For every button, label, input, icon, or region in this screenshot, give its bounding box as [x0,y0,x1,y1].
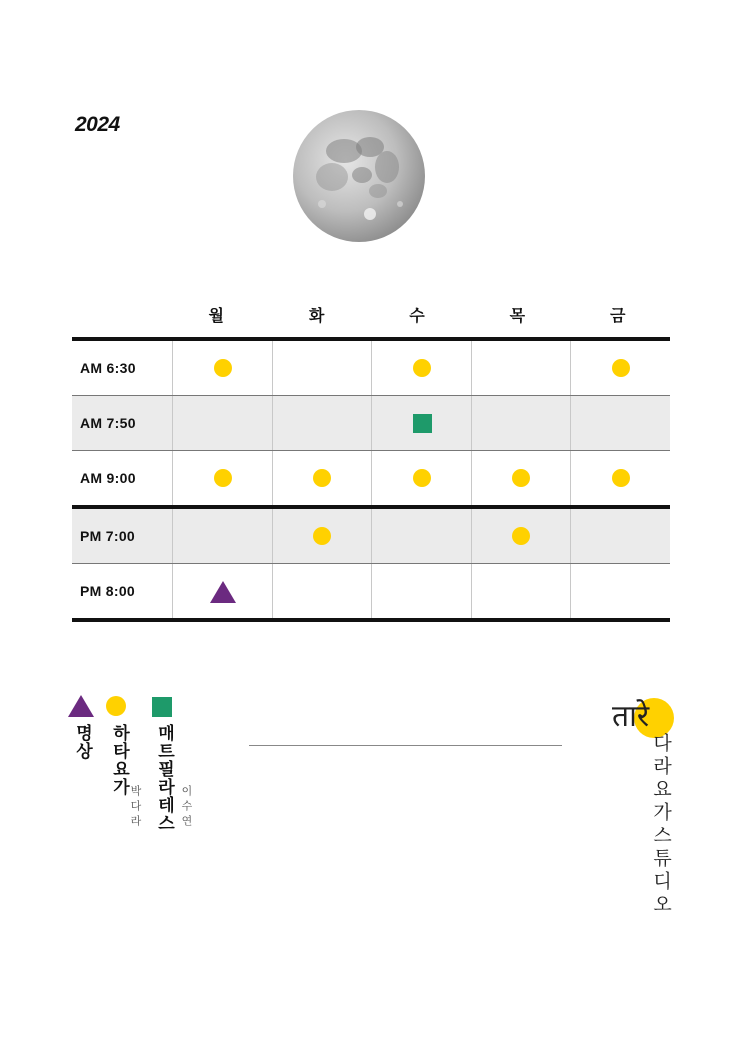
schedule-cell [371,396,471,450]
schedule-cell [570,509,670,563]
schedule-cell [272,396,372,450]
time-label: AM 7:50 [80,415,136,431]
schedule-cell [172,564,272,618]
hatha-class-marker [214,359,232,377]
hatha-class-marker [214,469,232,487]
mat-pilates-legend-icon [152,697,172,717]
schedule-cell [371,509,471,563]
schedule-cell [272,564,372,618]
table-row [72,341,670,396]
studio-name: 다라요가스튜디오 [650,733,672,917]
day-tue: 화 [308,306,325,325]
table-row [72,396,670,451]
meditation-class-marker [210,581,236,603]
moon-image [292,109,426,243]
meditation-legend-icon [68,695,94,717]
schedule-cell [272,509,372,563]
year-label: 2024 [75,113,120,136]
hatha-class-marker [612,469,630,487]
schedule-cell [570,396,670,450]
divider-line [249,745,562,746]
day-mon: 월 [208,306,224,325]
time-label: AM 6:30 [80,360,136,376]
mat-pilates-instructor: 이수연 [180,785,193,830]
day-wed: 수 [409,306,425,325]
hatha-label: 하타요가 [109,724,129,796]
table-row [72,564,670,618]
table-bottom-rule [72,618,670,622]
time-label: PM 7:00 [80,528,136,544]
hatha-class-marker [612,359,630,377]
hatha-class-marker [413,469,431,487]
hatha-class-marker [413,359,431,377]
schedule-cell [471,451,571,505]
schedule-cell [172,396,272,450]
schedule-cell [371,341,471,395]
schedule-cell [371,564,471,618]
hatha-class-marker [512,469,530,487]
mat-pilates-label: 매트필라테스 [154,724,174,832]
schedule-cell [172,509,272,563]
schedule-cell [471,396,571,450]
day-fri: 금 [610,306,626,325]
mat-pilates-class-marker [413,414,432,433]
hatha-class-marker [313,527,331,545]
schedule-cell [570,341,670,395]
schedule-cell [570,564,670,618]
schedule-cell [471,341,571,395]
table-row [72,509,670,564]
hatha-instructor: 박다라 [129,785,142,830]
meditation-label: 명상 [72,724,92,760]
schedule-cell [272,341,372,395]
time-label: AM 9:00 [80,470,136,486]
schedule-cell [172,341,272,395]
schedule-cell [371,451,471,505]
schedule-cell [471,564,571,618]
schedule-cell [272,451,372,505]
time-label: PM 8:00 [80,583,136,599]
hatha-legend-icon [106,696,126,716]
weekday-header [166,302,668,330]
schedule-cell [471,509,571,563]
table-row [72,451,670,505]
hatha-class-marker [313,469,331,487]
schedule-table [72,337,670,622]
schedule-cell [570,451,670,505]
logo-text: तारे [612,699,650,734]
schedule-cell [172,451,272,505]
day-thu: 목 [509,306,526,325]
hatha-class-marker [512,527,530,545]
